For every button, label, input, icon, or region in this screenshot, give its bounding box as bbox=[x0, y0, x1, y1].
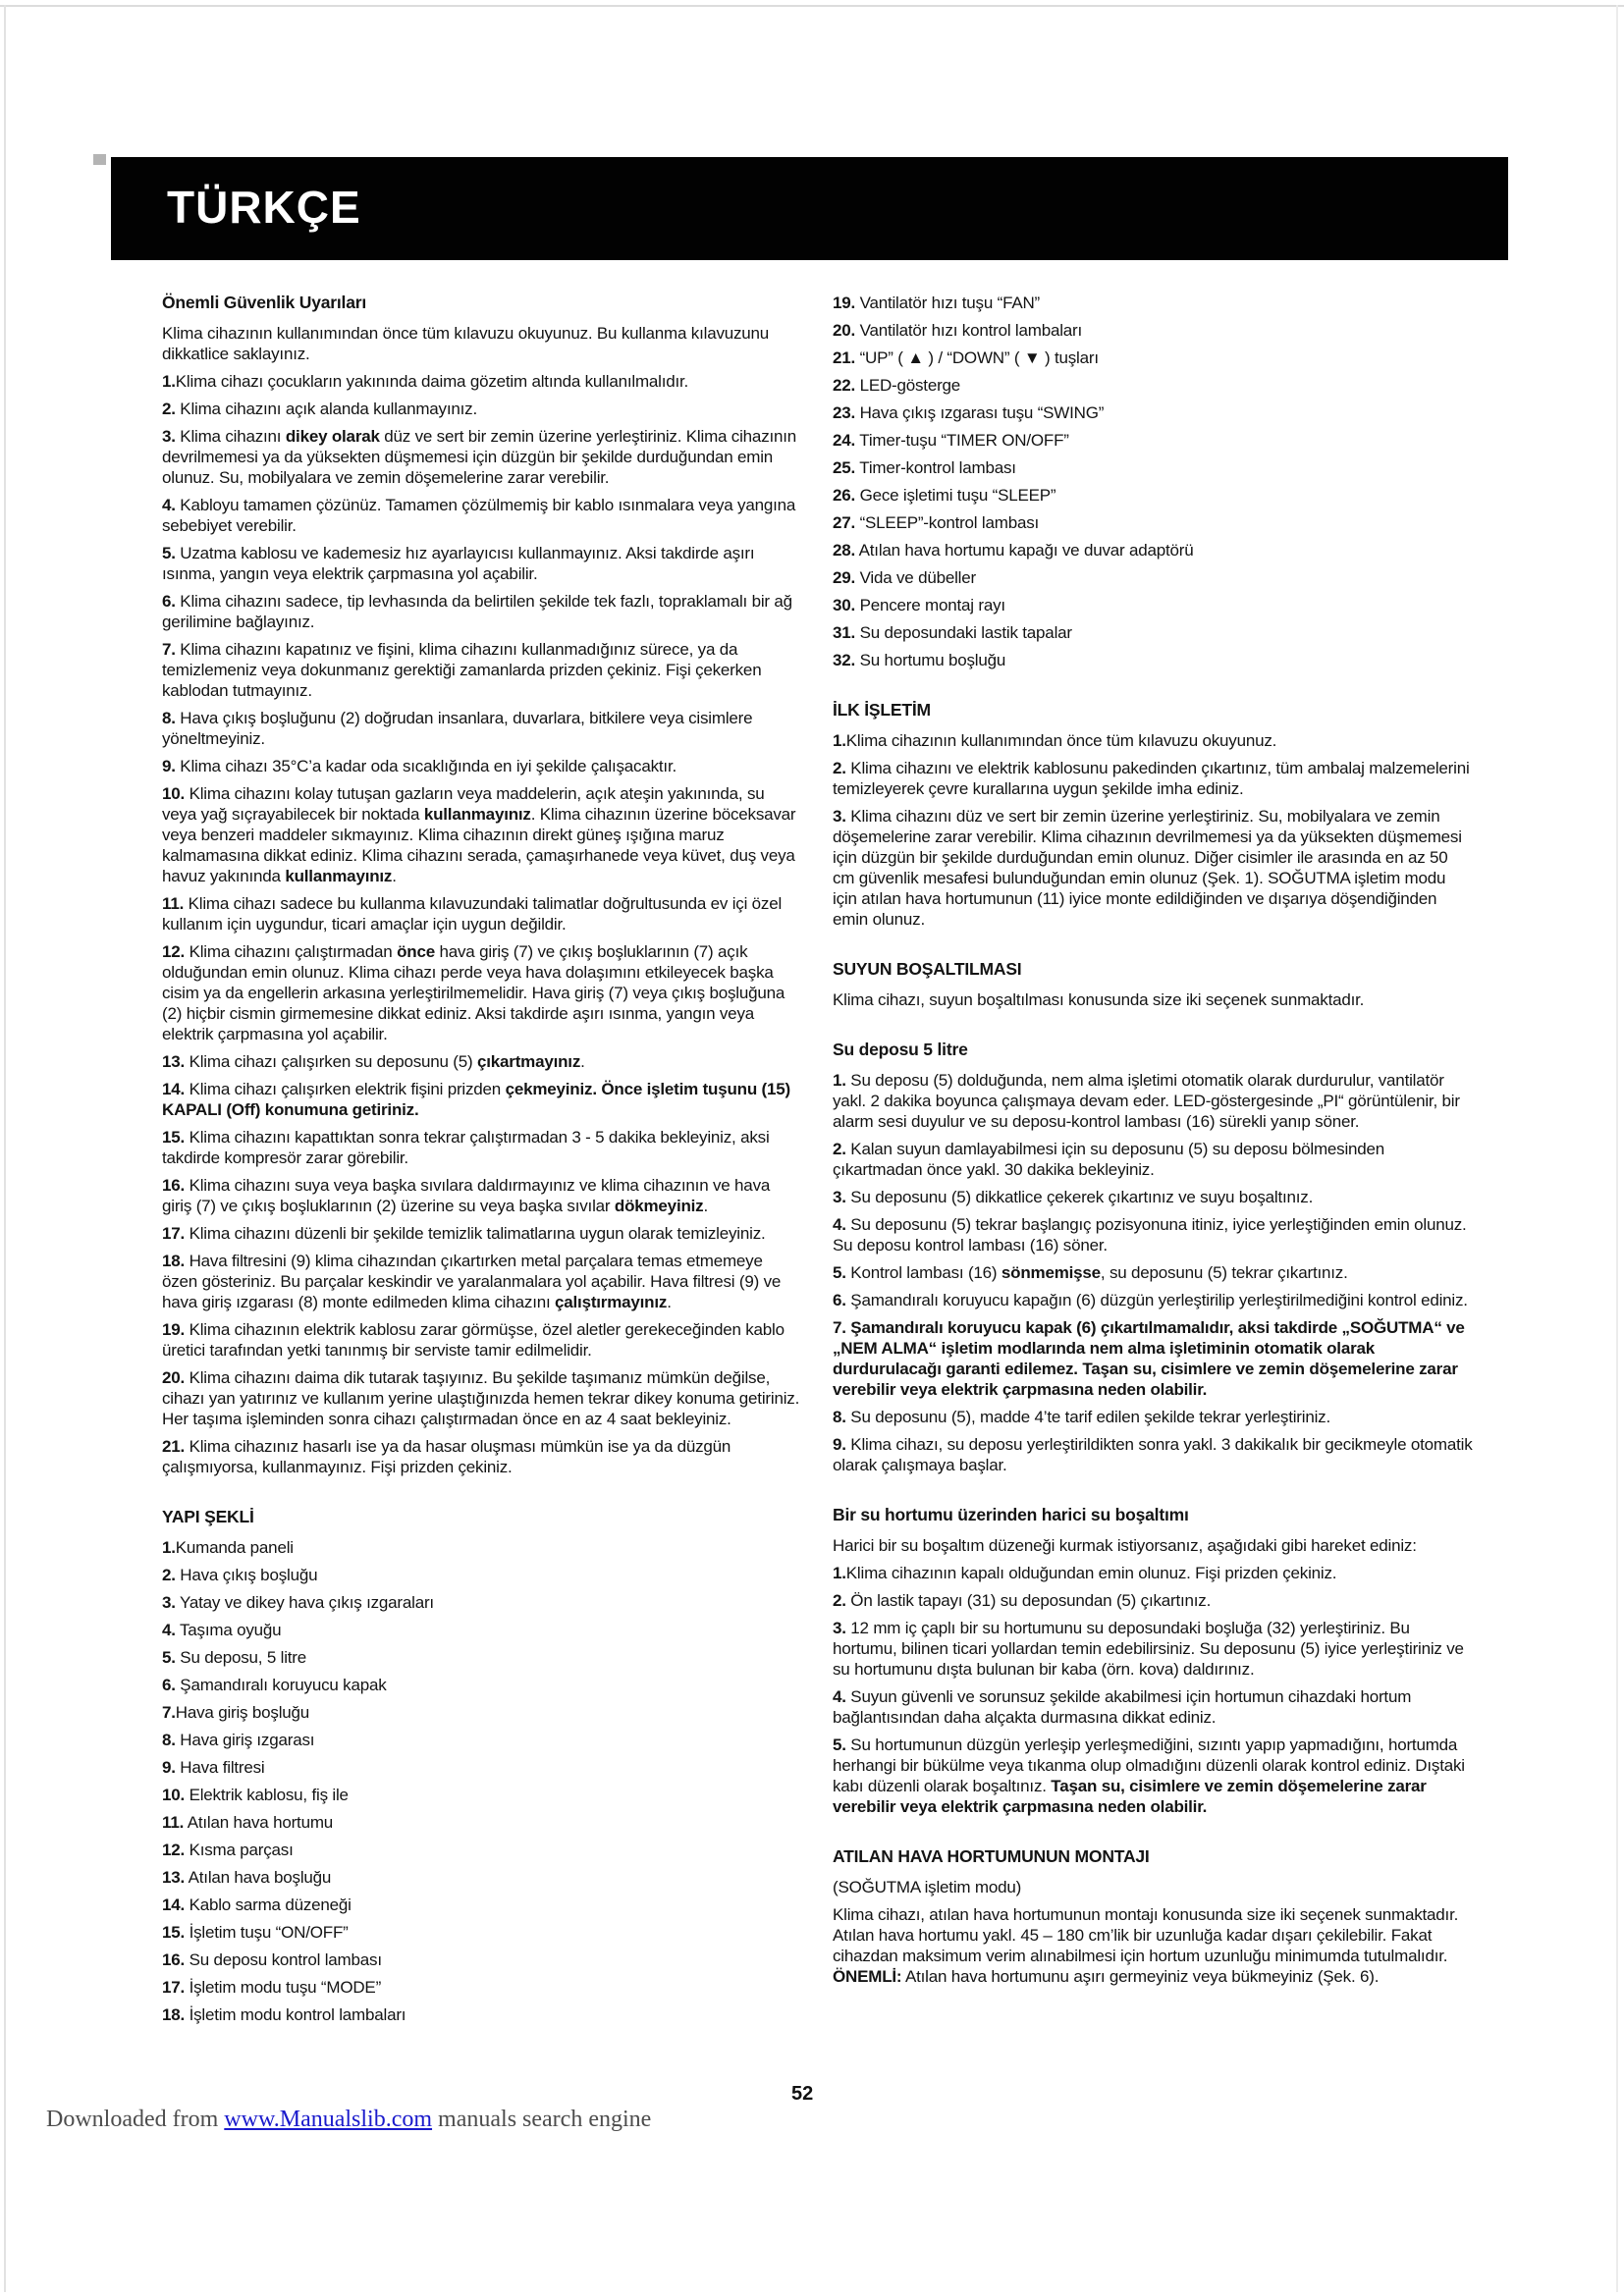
paragraph bbox=[833, 1618, 1473, 1680]
text-segment: Su deposu (5) dolduğunda, nem alma işletimi otomatik olarak durdurulur, vantilatör yakl. 2 dakika boyunca çalışmaya devam eder. LED-göstergesinde „PI“ görüntülenir, bir alarm sesi duyulur ve su deposu-kontrol lambası (16) sürekli yanıp söner. bbox=[833, 1071, 1460, 1131]
bold-text-segment: İLK İŞLETİM bbox=[833, 700, 931, 720]
paragraph bbox=[162, 1251, 802, 1312]
bold-text-segment: 3. bbox=[162, 1593, 176, 1612]
paragraph bbox=[833, 730, 1473, 751]
text-segment: Su deposunu (5) dikkatlice çekerek çıkartınız ve suyu boşaltınız. bbox=[845, 1188, 1314, 1206]
paragraph bbox=[162, 1079, 802, 1120]
paragraph bbox=[162, 893, 802, 934]
bold-text-segment: 4. bbox=[162, 496, 176, 514]
paragraph bbox=[833, 622, 1473, 643]
text-segment: Hava çıkış ızgarası tuşu “SWING” bbox=[855, 403, 1105, 422]
paragraph bbox=[162, 1319, 802, 1361]
text-segment: Vida ve dübeller bbox=[855, 568, 976, 587]
text-segment: LED-gösterge bbox=[855, 376, 961, 395]
scan-edge-right bbox=[1616, 5, 1618, 2292]
bold-text-segment: 9. bbox=[162, 1758, 176, 1777]
paragraph bbox=[833, 1187, 1473, 1207]
paragraph bbox=[833, 540, 1473, 561]
paragraph bbox=[833, 1535, 1473, 1556]
bold-text-segment: 2. bbox=[833, 1591, 846, 1610]
paragraph bbox=[833, 1563, 1473, 1583]
paragraph bbox=[162, 543, 802, 584]
text-segment: İşletim modu kontrol lambaları bbox=[185, 2005, 406, 2024]
bold-text-segment: kullanmayınız bbox=[423, 805, 531, 824]
bold-text-segment: 2. bbox=[162, 400, 176, 418]
paragraph bbox=[162, 1949, 802, 1970]
bold-text-segment: 21. bbox=[162, 1437, 186, 1456]
paragraph bbox=[833, 1686, 1473, 1728]
text-segment: Klima cihazını kapattıktan sonra tekrar çalıştırmadan 3 - 5 dakika bekleyiniz, aksi takdirde kompresör zarar görebilir. bbox=[162, 1128, 770, 1167]
paragraph bbox=[833, 1877, 1473, 1897]
text-segment: Timer-kontrol lambası bbox=[855, 458, 1016, 477]
bold-text-segment: 8. bbox=[162, 709, 176, 727]
section-heading bbox=[162, 1507, 802, 1527]
paragraph bbox=[162, 1977, 802, 1998]
text-segment: Hava giriş boşluğu bbox=[175, 1703, 310, 1722]
bold-text-segment: 2. bbox=[833, 759, 846, 777]
section-heading bbox=[162, 293, 802, 313]
paragraph bbox=[833, 650, 1473, 670]
text-segment: Klima cihazını çalıştırmadan bbox=[185, 942, 398, 961]
text-segment: hava giriş (7) ve çıkış boşluklarının (7) açık olduğundan emin olunuz. Klima cihazı perde veya hava dolaşımını etkileyecek başka cisim ya da engellerin arkasına yerleştirilmemelidir. Hava giriş (7) veya çıkış boşluğuna (2) hiçbir cismin girmemesine dikkat ediniz. Aksi takdirde aşırı ısınma, yangın veya elektrik çarpmasına yol açabilir. bbox=[162, 942, 785, 1043]
paragraph bbox=[833, 758, 1473, 799]
paragraph bbox=[833, 375, 1473, 396]
text-segment: Klima cihazını düz ve sert bir zemin üzerine yerleştiriniz. Su, mobilyalara ve zemin döşemelerine zarar verebilir. Klima cihazının devrilmemesi ya da yüksekten düşmemesi için düzgün bir şekilde durduğundan emin olunuz. Diğer cisimler ile arasında en az 50 cm güvenlik mesafesi bulunduğundan emin olunuz (Şek. 1). SOĞUTMA işletim modu için atılan hava hortumunun (11) iyice monte edildiğinden ve dışarıya döşendiğinden emin olunuz. bbox=[833, 807, 1462, 929]
bold-text-segment: 14. bbox=[162, 1080, 186, 1098]
text-segment: Uzatma kablosu ve kademesiz hız ayarlayıcısı kullanmayınız. Aksi takdirde aşırı ısınma, yangın veya elektrik çarpmasına yol açabilir. bbox=[162, 544, 755, 583]
text-segment: Şamandıralı koruyucu kapak bbox=[175, 1676, 387, 1694]
scan-corner-mark bbox=[93, 154, 106, 165]
bold-text-segment: SUYUN BOŞALTILMASI bbox=[833, 959, 1022, 979]
text-segment: Klima cihazı, su deposu yerleştirildikten sonra yakl. 3 dakikalık bir gecikmeyle otomatik olarak çalışmaya başlar. bbox=[833, 1435, 1473, 1474]
text-segment: Hava çıkış boşluğunu (2) doğrudan insanlara, duvarlara, bitkilere veya cisimlere yöneltmeyiniz. bbox=[162, 709, 753, 748]
bold-text-segment: 15. bbox=[162, 1923, 186, 1942]
paragraph bbox=[162, 1867, 802, 1888]
section-heading bbox=[833, 1846, 1473, 1867]
text-segment: Klima cihazı sadece bu kullanma kılavuzundaki talimatlar doğrultusunda ev içi özel kullanım için uygundur, ticari amaçlar için uygun değildir. bbox=[162, 894, 783, 934]
paragraph bbox=[162, 783, 802, 886]
bold-text-segment: 7. Şamandıralı koruyucu kapak (6) çıkartılmamalıdır, aksi takdirde „SOĞUTMA“ ve „NEM ALMA“ işletim modlarında nem alma işletiminin otomatik olarak durdurulacağı garanti edilemez. Taşan su, cisimlere ve zemin döşemelerine zarar verebilir veya elektrik çarpmasına neden olabilir. bbox=[833, 1318, 1465, 1399]
bold-text-segment: 20. bbox=[833, 321, 856, 340]
text-segment: Su deposundaki lastik tapalar bbox=[855, 623, 1072, 642]
paragraph bbox=[162, 639, 802, 701]
bold-text-segment: 8. bbox=[162, 1731, 176, 1749]
watermark-prefix: Downloaded from bbox=[46, 2107, 225, 2132]
text-segment: Kontrol lambası (16) bbox=[845, 1263, 1001, 1282]
bold-text-segment: 10. bbox=[162, 1786, 186, 1804]
bold-text-segment: 5. bbox=[162, 544, 176, 562]
text-segment: Klima cihazının kullanımından önce tüm kılavuzu okuyunuz. Bu kullanma kılavuzunu dikkatlice saklayınız. bbox=[162, 324, 770, 363]
bold-text-segment: 6. bbox=[833, 1291, 846, 1309]
paragraph bbox=[162, 1702, 802, 1723]
text-segment: Klima cihazı, atılan hava hortumunun montajı konusunda size iki seçenek sunmaktadır. Atılan hava hortumu yakl. 45 – 180 cm’lik bir uzunluğa kadar dışarı çekilebilir. Fakat cihazdan maksimum verim alınabilmesi için hortum uzunluğu minimumda tutulmalıdır. bbox=[833, 1905, 1459, 1965]
paragraph bbox=[833, 1317, 1473, 1400]
bold-text-segment: 6. bbox=[162, 592, 176, 611]
bold-text-segment: 11. bbox=[162, 894, 185, 913]
bold-text-segment: 19. bbox=[162, 1320, 186, 1339]
paragraph bbox=[162, 1730, 802, 1750]
text-segment: Kumanda paneli bbox=[175, 1538, 294, 1557]
text-segment: Ön lastik tapayı (31) su deposundan (5) çıkartınız. bbox=[845, 1591, 1212, 1610]
bold-text-segment: 5. bbox=[162, 1648, 176, 1667]
text-segment: “UP” ( ▲ ) / “DOWN” ( ▼ ) tuşları bbox=[855, 348, 1099, 367]
paragraph bbox=[162, 1537, 802, 1558]
paragraph bbox=[833, 485, 1473, 506]
text-segment: Suyun güvenli ve sorunsuz şekilde akabilmesi için hortumun cihazdaki hortum bağlantısından daha alçakta durmasına dikkat ediniz. bbox=[833, 1687, 1412, 1727]
paragraph bbox=[162, 1051, 802, 1072]
bold-text-segment: 1. bbox=[162, 372, 176, 391]
bold-text-segment: 1. bbox=[833, 731, 846, 750]
paragraph bbox=[162, 2004, 802, 2025]
paragraph bbox=[833, 512, 1473, 533]
watermark-line bbox=[46, 2107, 651, 2133]
bold-text-segment: çalıştırmayınız bbox=[555, 1293, 668, 1311]
bold-text-segment: 3. bbox=[833, 1619, 846, 1637]
paragraph bbox=[833, 1407, 1473, 1427]
bold-text-segment: 4. bbox=[833, 1215, 846, 1234]
paragraph bbox=[162, 399, 802, 419]
page-number: 52 bbox=[791, 2083, 814, 2105]
paragraph bbox=[162, 1757, 802, 1778]
paragraph bbox=[162, 426, 802, 488]
text-segment: Yatay ve dikey hava çıkış ızgaraları bbox=[175, 1593, 434, 1612]
bold-text-segment: YAPI ŞEKLİ bbox=[162, 1507, 254, 1526]
bold-text-segment: çıkartmayınız bbox=[477, 1052, 581, 1071]
watermark-suffix: manuals search engine bbox=[432, 2107, 652, 2132]
text-segment: Atılan hava hortumu bbox=[184, 1813, 334, 1832]
bold-text-segment: 9. bbox=[833, 1435, 846, 1454]
text-segment: Gece işletimi tuşu “SLEEP” bbox=[855, 486, 1056, 505]
text-segment: Hava filtresi bbox=[175, 1758, 265, 1777]
bold-text-segment: 20. bbox=[162, 1368, 186, 1387]
bold-text-segment: ATILAN HAVA HORTUMUNUN MONTAJI bbox=[833, 1846, 1150, 1866]
paragraph bbox=[833, 347, 1473, 368]
text-segment: Şamandıralı koruyucu kapağın (6) düzgün yerleştirilip yerleştirilmediğini kontrol ediniz. bbox=[845, 1291, 1468, 1309]
bold-text-segment: Taşan su, cisimlere ve zemin döşemelerine zarar verebilir veya elektrik çarpmasına neden olabilir. bbox=[833, 1777, 1427, 1816]
bold-text-segment: 18. bbox=[162, 1252, 186, 1270]
text-segment: Klima cihazınız hasarlı ise ya da hasar oluşması mümkün ise ya da düzgün çalışmıyorsa, kullanmayınız. Fişi prizden çekiniz. bbox=[162, 1437, 731, 1476]
paragraph bbox=[833, 1070, 1473, 1132]
paragraph bbox=[162, 1620, 802, 1640]
bold-text-segment: 30. bbox=[833, 596, 856, 614]
paragraph bbox=[162, 371, 802, 392]
paragraph bbox=[162, 1675, 802, 1695]
text-segment: Su hortumu boşluğu bbox=[855, 651, 1006, 669]
text-segment: İşletim modu tuşu “MODE” bbox=[185, 1978, 382, 1997]
bold-text-segment: 1. bbox=[162, 1538, 176, 1557]
paragraph bbox=[833, 1214, 1473, 1255]
text-segment: Klima cihazı, suyun boşaltılması konusunda size iki seçenek sunmaktadır. bbox=[833, 990, 1365, 1009]
bold-text-segment: 7. bbox=[162, 640, 176, 659]
bold-text-segment: Önemli Güvenlik Uyarıları bbox=[162, 293, 366, 312]
text-segment: Su deposu kontrol lambası bbox=[185, 1950, 382, 1969]
bold-text-segment: 9. bbox=[162, 757, 176, 775]
paragraph bbox=[833, 457, 1473, 478]
text-segment: Kablo sarma düzeneği bbox=[185, 1896, 352, 1914]
paragraph bbox=[162, 1812, 802, 1833]
text-segment: Klima cihazı çocukların yakınında daima gözetim altında kullanılmalıdır. bbox=[175, 372, 689, 391]
bold-text-segment: 17. bbox=[162, 1978, 186, 1997]
paragraph bbox=[162, 1592, 802, 1613]
bold-text-segment: 19. bbox=[833, 294, 856, 312]
bold-text-segment: dökmeyiniz bbox=[614, 1197, 704, 1215]
paragraph bbox=[162, 495, 802, 536]
paragraph bbox=[162, 1367, 802, 1429]
text-segment: , su deposunu (5) tekrar çıkartınız. bbox=[1100, 1263, 1348, 1282]
bold-text-segment: 2. bbox=[162, 1566, 176, 1584]
bold-text-segment: 24. bbox=[833, 431, 856, 450]
paragraph bbox=[162, 323, 802, 364]
text-segment: Su deposunu (5) tekrar başlangıç pozisyonuna itiniz, iyice yerleştiğinden emin olunuz. Su deposu kontrol lambası (16) söner. bbox=[833, 1215, 1467, 1255]
paragraph bbox=[162, 1127, 802, 1168]
text-segment: Timer-tuşu “TIMER ON/OFF” bbox=[855, 431, 1069, 450]
text-segment: . bbox=[703, 1197, 709, 1215]
bold-text-segment: 14. bbox=[162, 1896, 186, 1914]
bold-text-segment: 31. bbox=[833, 623, 856, 642]
text-segment: Klima cihazını daima dik tutarak taşıyınız. Bu şekilde taşımanız mümkün değilse, cihazı yan yatırınız ve kullanım yerine ulaştığınızda hemen tekrar dikey konuma getiriniz. Her taşıma işleminden sonra cihazı çalıştırmadan önce en az 4 saat bekleyiniz. bbox=[162, 1368, 800, 1428]
bold-text-segment: 5. bbox=[833, 1735, 846, 1754]
text-segment: Elektrik kablosu, fiş ile bbox=[185, 1786, 349, 1804]
bold-text-segment: 21. bbox=[833, 348, 856, 367]
paragraph bbox=[833, 1904, 1473, 1987]
paragraph bbox=[833, 1262, 1473, 1283]
paragraph bbox=[833, 293, 1473, 313]
paragraph bbox=[162, 1565, 802, 1585]
text-segment: Hava filtresini (9) klima cihazından çıkartırken metal parçalara temas etmemeye özen gösteriniz. Bu parçalar keskindir ve yaralanmalara yol açabilir. Hava filtresi (9) ve hava giriş ızgarası (8) monte edilmeden klima cihazını bbox=[162, 1252, 782, 1311]
section-heading bbox=[833, 959, 1473, 980]
text-segment: Su deposunu (5), madde 4’te tarif edilen şekilde tekrar yerleştiriniz. bbox=[845, 1408, 1330, 1426]
paragraph bbox=[833, 989, 1473, 1010]
paragraph bbox=[162, 1223, 802, 1244]
bold-text-segment: 12. bbox=[162, 1841, 186, 1859]
paragraph bbox=[162, 756, 802, 776]
bold-text-segment: 1. bbox=[833, 1071, 846, 1090]
bold-text-segment: 7. bbox=[162, 1703, 176, 1722]
text-segment: Hava giriş ızgarası bbox=[175, 1731, 315, 1749]
text-segment: Klima cihazının kapalı olduğundan emin olunuz. Fişi prizden çekiniz. bbox=[845, 1564, 1337, 1582]
left-column bbox=[162, 293, 802, 2032]
paragraph bbox=[833, 1590, 1473, 1611]
bold-text-segment: 11. bbox=[162, 1813, 185, 1832]
paragraph bbox=[833, 595, 1473, 615]
paragraph bbox=[833, 806, 1473, 930]
bold-text-segment: 13. bbox=[162, 1052, 186, 1071]
text-segment: Vantilatör hızı tuşu “FAN” bbox=[855, 294, 1041, 312]
paragraph bbox=[833, 567, 1473, 588]
section-heading bbox=[833, 1040, 1473, 1060]
bold-text-segment: 4. bbox=[162, 1621, 176, 1639]
page-title: TÜRKÇE bbox=[167, 182, 361, 233]
bold-text-segment: önce bbox=[397, 942, 435, 961]
text-segment: Klima cihazını sadece, tip levhasında da belirtilen şekilde tek fazlı, topraklamalı bir ağ gerilimine bağlayınız. bbox=[162, 592, 792, 631]
bold-text-segment: sönmemişse bbox=[1001, 1263, 1101, 1282]
bold-text-segment: 3. bbox=[833, 1188, 846, 1206]
text-segment: Klima cihazı 35°C’a kadar oda sıcaklığında en iyi şekilde çalışacaktır. bbox=[175, 757, 677, 775]
language-header-bar bbox=[111, 157, 1508, 260]
paragraph bbox=[162, 1647, 802, 1668]
bold-text-segment: 13. bbox=[162, 1868, 186, 1887]
text-segment: Kabloyu tamamen çözünüz. Tamamen çözülmemiş bir kablo ısınmalara veya yangına sebebiyet verebilir. bbox=[162, 496, 796, 535]
paragraph bbox=[833, 1434, 1473, 1475]
bold-text-segment: 32. bbox=[833, 651, 856, 669]
bold-text-segment: Bir su hortumu üzerinden harici su boşaltımı bbox=[833, 1505, 1189, 1524]
text-segment: Vantilatör hızı kontrol lambaları bbox=[855, 321, 1083, 340]
text-segment: Klima cihazı çalışırken elektrik fişini prizden bbox=[185, 1080, 506, 1098]
bold-text-segment: 29. bbox=[833, 568, 856, 587]
bold-text-segment: 5. bbox=[833, 1263, 846, 1282]
bold-text-segment: 6. bbox=[162, 1676, 176, 1694]
bold-text-segment: 15. bbox=[162, 1128, 186, 1147]
bold-text-segment: 10. bbox=[162, 784, 186, 803]
bold-text-segment: 17. bbox=[162, 1224, 186, 1243]
text-segment: Klima cihazını açık alanda kullanmayınız. bbox=[175, 400, 477, 418]
text-segment: . bbox=[667, 1293, 672, 1311]
text-segment: . bbox=[392, 867, 397, 885]
paragraph bbox=[833, 1139, 1473, 1180]
paragraph bbox=[833, 402, 1473, 423]
paragraph bbox=[833, 1735, 1473, 1817]
bold-text-segment: dikey olarak bbox=[285, 427, 380, 446]
text-segment: Hava çıkış boşluğu bbox=[175, 1566, 318, 1584]
bold-text-segment: kullanmayınız bbox=[285, 867, 393, 885]
bold-text-segment: 16. bbox=[162, 1176, 186, 1195]
bold-text-segment: Su deposu 5 litre bbox=[833, 1040, 968, 1059]
text-segment: İşletim tuşu “ON/OFF” bbox=[185, 1923, 349, 1942]
paragraph bbox=[162, 1436, 802, 1477]
bold-text-segment: 16. bbox=[162, 1950, 186, 1969]
bold-text-segment: 25. bbox=[833, 458, 856, 477]
text-segment: Harici bir su boşaltım düzeneği kurmak istiyorsanız, aşağıdaki gibi hareket ediniz: bbox=[833, 1536, 1417, 1555]
text-segment: . Klima cihazının üzerine böceksavar veya benzeri maddeler sıkmayınız. Klima cihazının direkt güneş ışığına maruz kalmamasına dikkat ediniz. Klima cihazını serada, çamaşırhanede veya küvet, duş veya havuz yakınında bbox=[162, 805, 796, 885]
text-segment: Atılan hava hortumunu aşırı germeyiniz veya bükmeyiniz (Şek. 6). bbox=[901, 1967, 1380, 1986]
text-segment: Klima cihazını ve elektrik kablosunu pakedinden çıkartınız, tüm ambalaj malzemelerini temizleyerek çevre kurallarına uygun şekilde imha ediniz. bbox=[833, 759, 1470, 798]
bold-text-segment: 8. bbox=[833, 1408, 846, 1426]
bold-text-segment: ÖNEMLİ: bbox=[833, 1967, 902, 1986]
bold-text-segment: 27. bbox=[833, 513, 856, 532]
paragraph bbox=[162, 1922, 802, 1943]
paragraph bbox=[162, 1840, 802, 1860]
text-segment: Klima cihazını kapatınız ve fişini, klima cihazını kullanmadığınız sürece, ya da temizlemeniz veya dokunmanız gerektiği zamanlarda prizden çekiniz. Fişi çekerken kablodan tutmayınız. bbox=[162, 640, 762, 700]
text-segment: Klima cihazının kullanımından önce tüm kılavuzu okuyunuz. bbox=[845, 731, 1277, 750]
manualslib-link[interactable]: www.Manualslib.com bbox=[224, 2107, 433, 2132]
text-segment: Klima cihazını düzenli bir şekilde temizlik talimatlarına uygun olarak temizleyiniz. bbox=[185, 1224, 766, 1243]
text-segment: Klima cihazının elektrik kablosu zarar görmüşse, özel aletler gerekeceğinden kablo üretici tarafından yetki tanınmış bir serviste tamir edilmelidir. bbox=[162, 1320, 785, 1360]
paragraph bbox=[833, 1290, 1473, 1310]
text-segment: düz ve sert bir zemin üzerine yerleştiriniz. Klima cihazının devrilmemesi ya da yüksekten düşmemesi için düzgün bir şekilde durduğundan emin olunuz. Su, mobilyalara ve zemin döşemelerine zarar verebilir. bbox=[162, 427, 797, 487]
text-segment: Klima cihazını bbox=[175, 427, 286, 446]
text-segment: (SOĞUTMA işletim modu) bbox=[833, 1878, 1022, 1896]
text-segment: “SLEEP”-kontrol lambası bbox=[855, 513, 1040, 532]
text-segment: Atılan hava hortumu kapağı ve duvar adaptörü bbox=[855, 541, 1194, 560]
text-segment: . bbox=[580, 1052, 585, 1071]
paragraph bbox=[162, 1175, 802, 1216]
bold-text-segment: 23. bbox=[833, 403, 856, 422]
paragraph bbox=[162, 591, 802, 632]
text-segment: Kısma parçası bbox=[185, 1841, 294, 1859]
text-segment: Su hortumunun düzgün yerleşip yerleşmediğini, sızıntı yapıp yapmadığını, hortumda herhangi bir bükülme veya tıkanma olup olmadığını düzenli olarak kontrol ediniz. Dıştaki kabı düzenli olarak boşaltınız. bbox=[833, 1735, 1465, 1795]
text-segment: Su deposu, 5 litre bbox=[175, 1648, 307, 1667]
bold-text-segment: 2. bbox=[833, 1140, 846, 1158]
text-segment: Klima cihazı çalışırken su deposunu (5) bbox=[185, 1052, 477, 1071]
bold-text-segment: çekmeyiniz. Önce işletim tuşunu (15) KAPALI (Off) konumuna getiriniz. bbox=[162, 1080, 790, 1119]
text-segment: Kalan suyun damlayabilmesi için su deposunu (5) su deposu bölmesinden çıkartmadan önce yakl. 30 dakika bekleyiniz. bbox=[833, 1140, 1385, 1179]
bold-text-segment: 3. bbox=[162, 427, 176, 446]
text-segment: Taşıma oyuğu bbox=[175, 1621, 282, 1639]
bold-text-segment: 18. bbox=[162, 2005, 186, 2024]
text-segment: Klima cihazını kolay tutuşan gazların veya maddelerin, açık ateşin yakınında, su veya yağ sıçrayabilecek bir noktada bbox=[162, 784, 765, 824]
section-heading bbox=[833, 1505, 1473, 1525]
text-segment: 12 mm iç çaplı bir su hortumunu su deposundaki boşluğa (32) yerleştiriniz. Bu hortumu, bilinen ticari yollardan temin edebilirsiniz. Su deposunu (5) iyice yerleştiriniz ve su hortumunu dışta bulunan bir kaba (örn. kova) daldırınız. bbox=[833, 1619, 1464, 1679]
paragraph bbox=[162, 708, 802, 749]
bold-text-segment: 1. bbox=[833, 1564, 846, 1582]
paragraph bbox=[162, 1785, 802, 1805]
bold-text-segment: 28. bbox=[833, 541, 856, 560]
bold-text-segment: 3. bbox=[833, 807, 846, 826]
bold-text-segment: 4. bbox=[833, 1687, 846, 1706]
bold-text-segment: 26. bbox=[833, 486, 856, 505]
section-heading bbox=[833, 700, 1473, 721]
paragraph bbox=[833, 320, 1473, 341]
bold-text-segment: 22. bbox=[833, 376, 856, 395]
right-column bbox=[833, 293, 1473, 2032]
scan-edge-left bbox=[4, 5, 6, 2292]
scan-edge-top bbox=[0, 5, 1624, 7]
paragraph bbox=[162, 941, 802, 1044]
content-columns bbox=[162, 293, 1474, 2032]
paragraph bbox=[162, 1895, 802, 1915]
text-segment: Klima cihazını suya veya başka sıvılara daldırmayınız ve klima cihazının ve hava giriş (7) ve çıkış boşluklarının (2) üzerine su veya başka sıvılar bbox=[162, 1176, 771, 1215]
text-segment: Pencere montaj rayı bbox=[855, 596, 1005, 614]
paragraph bbox=[833, 430, 1473, 451]
bold-text-segment: 12. bbox=[162, 942, 186, 961]
text-segment: Atılan hava boşluğu bbox=[185, 1868, 332, 1887]
